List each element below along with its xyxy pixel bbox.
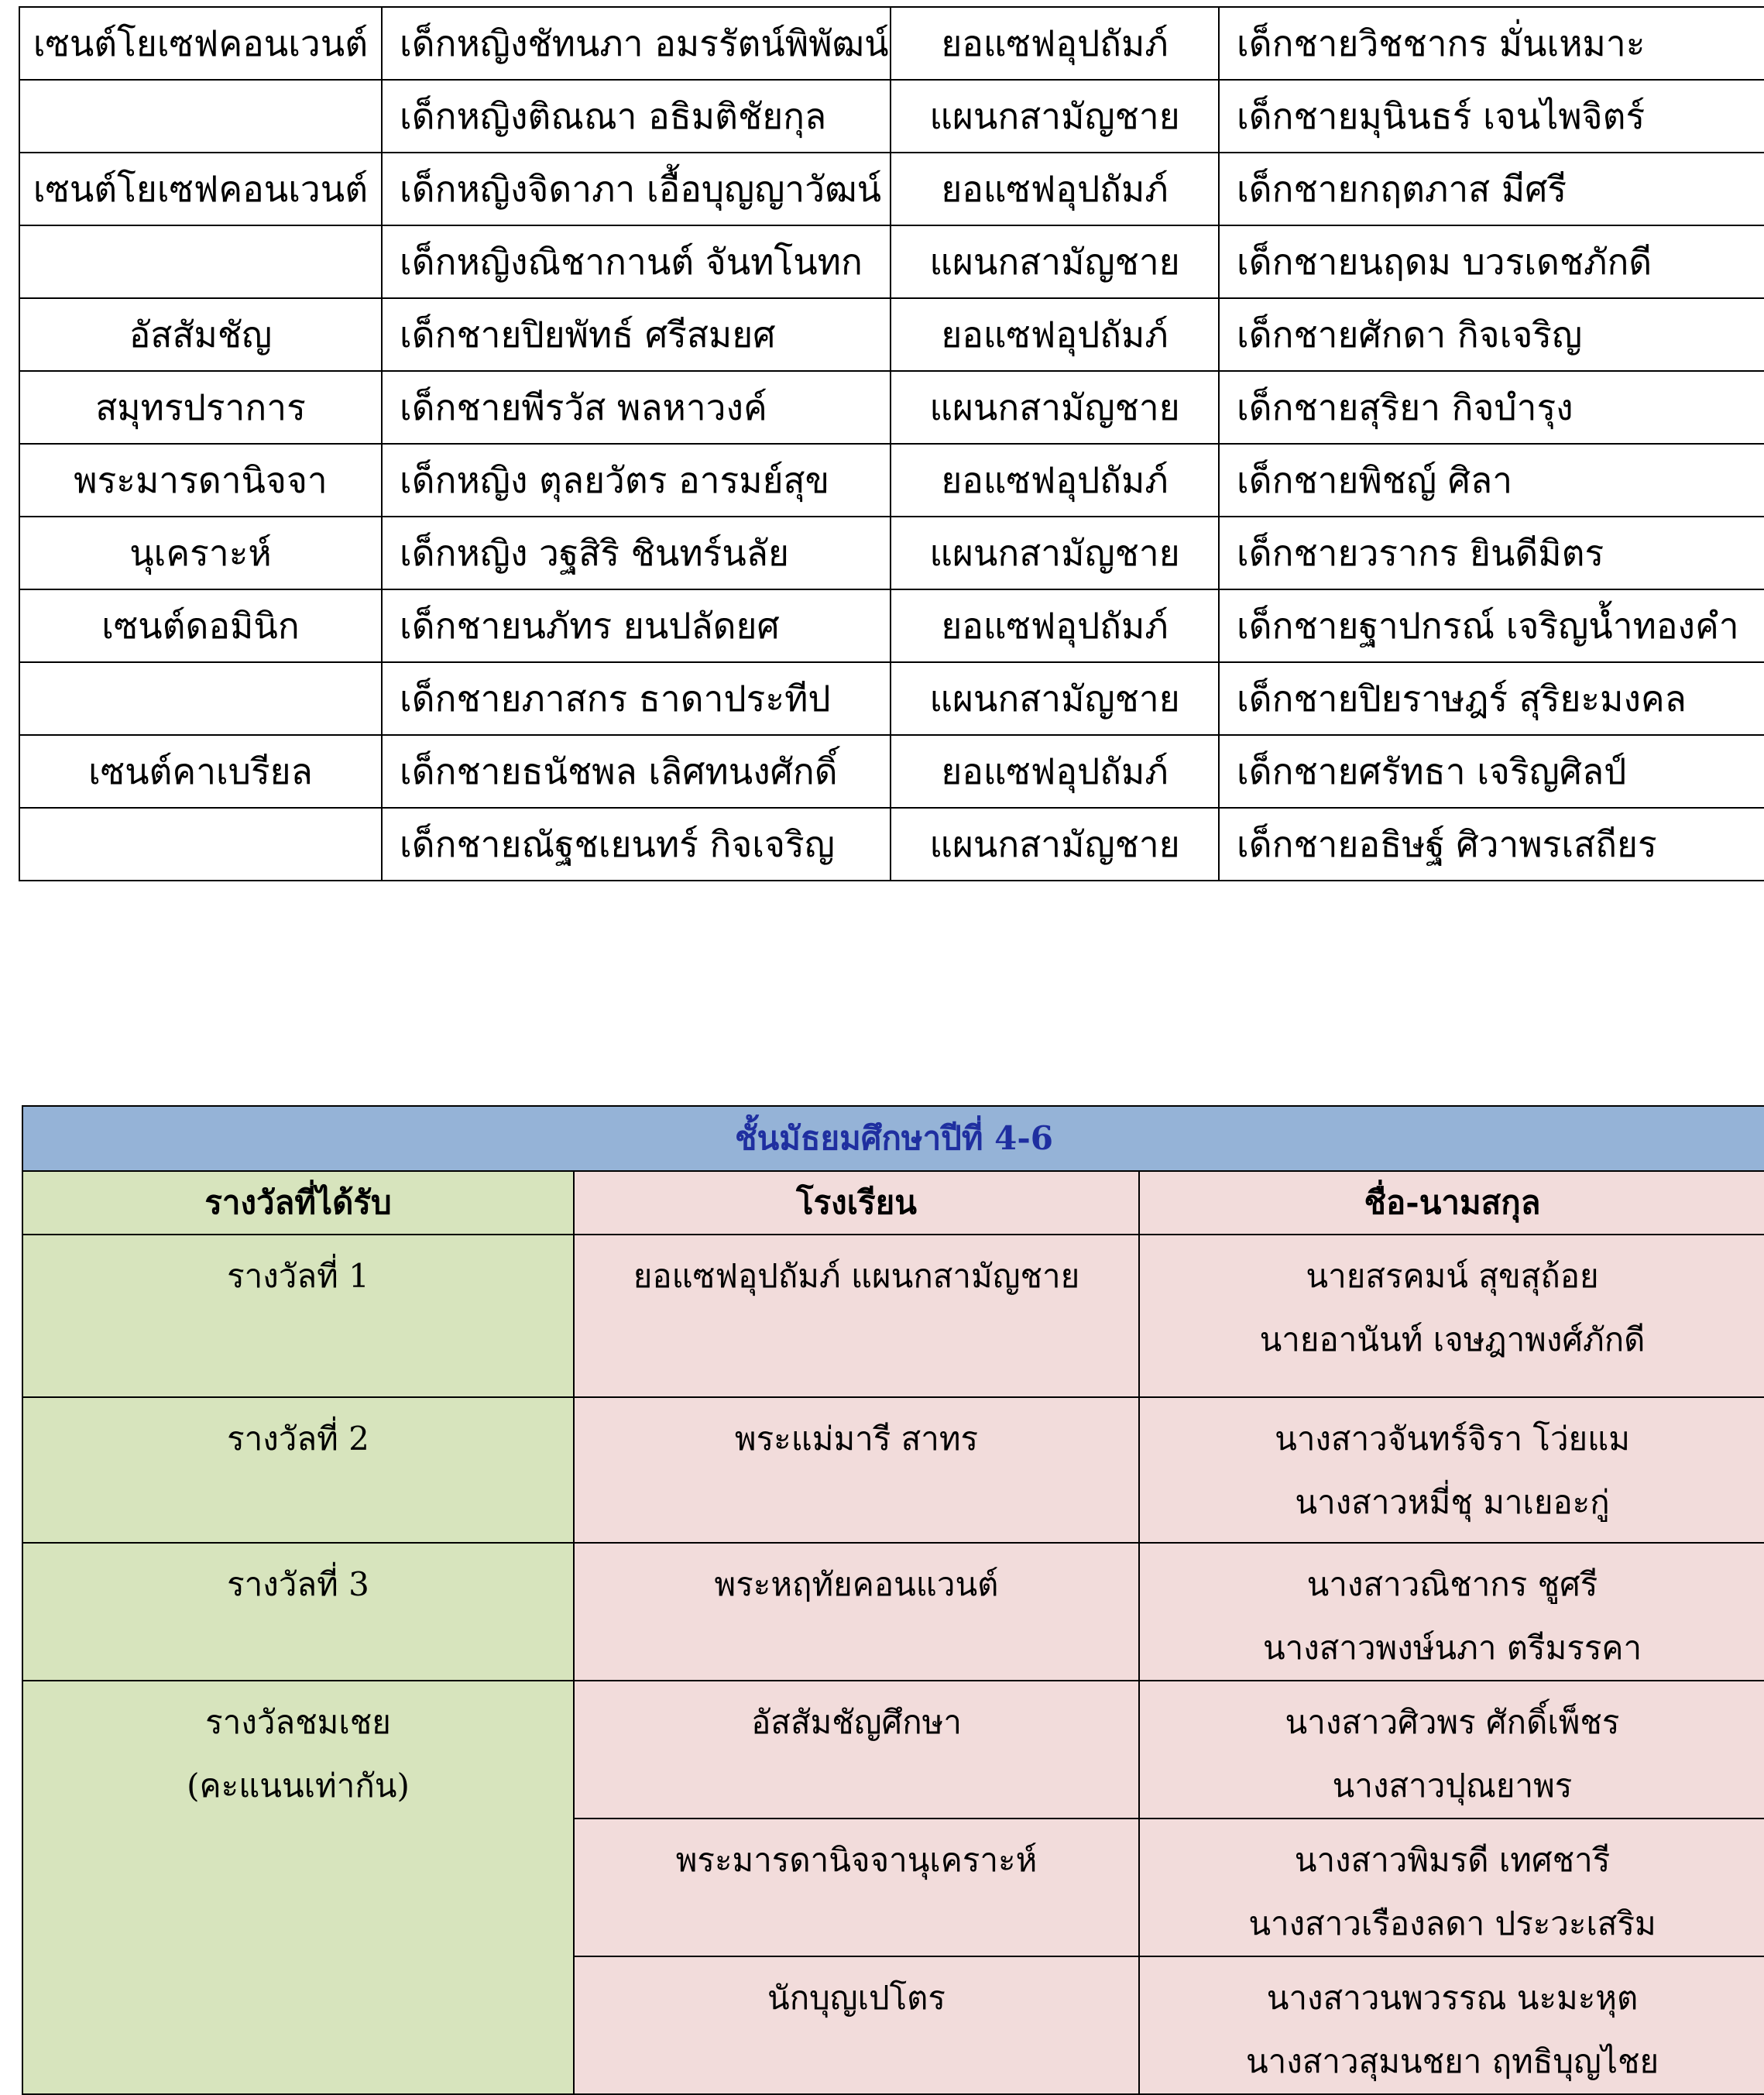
table-row (22, 1681, 1764, 1819)
school-cell: ยอแซฟอุปถัมภ์ (891, 589, 1219, 662)
table-row (22, 1543, 1764, 1681)
table-row (19, 808, 1764, 881)
school-cell (574, 1956, 1139, 2094)
school-cell: เซนต์คาเบรียล (19, 735, 382, 808)
student-name: เด็กหญิงชัทนภา อมรรัตน์พิพัฒน์ (382, 7, 891, 80)
student-name: นางสาวพิมรดี เทศชารี (1294, 1841, 1611, 1879)
names-cell (1139, 1543, 1764, 1681)
table-row (19, 444, 1764, 517)
school-cell (574, 1681, 1139, 1819)
school-cell: แผนกสามัญชาย (891, 662, 1219, 735)
names-cell (1139, 1819, 1764, 1956)
student-name: เด็กชายวิชชากร มั่นเหมาะ (1219, 7, 1764, 80)
empty-cell (19, 80, 382, 153)
school-cell: แผนกสามัญชาย (891, 225, 1219, 298)
student-name: เด็กชายศรัทธา เจริญศิลป์ (1219, 735, 1764, 808)
student-name: นางสาวหมี่ชุ มาเยอะกู่ (1295, 1483, 1610, 1521)
award-cell (22, 1397, 574, 1543)
student-name: นางสาวพงษ์นภา ตรีมรรคา (1262, 1629, 1642, 1667)
student-name: เด็กชายภาสกร ธาดาประทีป (382, 662, 891, 735)
table-row (19, 153, 1764, 225)
empty-cell (19, 662, 382, 735)
award-label: รางวัลชมเชย (205, 1703, 391, 1741)
names-cell (1139, 1956, 1764, 2094)
header-school: โรงเรียน (574, 1171, 1139, 1235)
student-name: เด็กชายกฤตภาส มีศรี (1219, 153, 1764, 225)
school-cell: แผนกสามัญชาย (891, 80, 1219, 153)
school-cell: เซนต์ดอมินิก (19, 589, 382, 662)
names-cell (1139, 1397, 1764, 1543)
student-name: นางสาวจันทร์จิรา โว่ยแม (1275, 1420, 1630, 1458)
school-cell: ยอแซฟอุปถัมภ์ (891, 7, 1219, 80)
student-name: นายสรคมน์ สุขสุถ้อย (1306, 1257, 1599, 1295)
table-row (19, 225, 1764, 298)
table-title: ชั้นมัธยมศึกษาปีที่ 4-6 (22, 1106, 1764, 1171)
student-name: เด็กชายฐาปกรณ์ เจริญน้ำทองคำ (1219, 589, 1764, 662)
table-row (19, 7, 1764, 80)
school-cell (574, 1235, 1139, 1397)
awards-table (22, 1105, 1764, 2095)
student-name: เด็กชายอธิษฐ์ ศิวาพรเสถียร (1219, 808, 1764, 881)
school-cell: ยอแซฟอุปถัมภ์ (891, 735, 1219, 808)
school-cell: แผนกสามัญชาย (891, 808, 1219, 881)
school-cell: เซนต์โยเซฟคอนเวนต์ (19, 153, 382, 225)
student-name: เด็กหญิงติณณา อธิมติชัยกุล (382, 80, 891, 153)
student-name: นางสาวศิวพร ศักดิ์เพ็ชร (1285, 1703, 1620, 1741)
table-row (19, 589, 1764, 662)
award-cell (22, 1543, 574, 1681)
names-cell (1139, 1681, 1764, 1819)
student-name: นางสาวนพวรรณ นะมะหุต (1266, 1979, 1639, 2017)
school-label: พระหฤทัยคอนแวนต์ (714, 1565, 999, 1603)
table-row (19, 298, 1764, 371)
student-name: เด็กชายพิชญ์ ศิลา (1219, 444, 1764, 517)
school-label: พระมารดานิจจานุเคราะห์ (675, 1841, 1038, 1879)
student-name: เด็กชายณัฐชเยนทร์ กิจเจริญ (382, 808, 891, 881)
school-cell (574, 1397, 1139, 1543)
student-name: เด็กหญิงณิชากานต์ จันทโนทก (382, 225, 891, 298)
school-label: พระแม่มารี สาทร (734, 1420, 979, 1458)
student-name: เด็กหญิงจิดาภา เอื้อบุญญาวัฒน์ (382, 153, 891, 225)
student-name: เด็กชายวรากร ยินดีมิตร (1219, 517, 1764, 589)
school-cell: นุเคราะห์ (19, 517, 382, 589)
school-cell: เซนต์โยเซฟคอนเวนต์ (19, 7, 382, 80)
empty-cell (19, 808, 382, 881)
participants-table (19, 6, 1764, 881)
student-name: เด็กชายปิยราษฎร์ สุริยะมงคล (1219, 662, 1764, 735)
student-name: เด็กชายนฤดม บวรเดชภักดี (1219, 225, 1764, 298)
student-name: เด็กชายนภัทร ยนปลัดยศ (382, 589, 891, 662)
student-name: นางสาวณิชากร ชูศรี (1306, 1565, 1598, 1603)
school-cell: แผนกสามัญชาย (891, 371, 1219, 444)
award-cell (22, 1235, 574, 1397)
student-name: เด็กชายธนัชพล เลิศทนงศักดิ์ (382, 735, 891, 808)
school-cell: ยอแซฟอุปถัมภ์ (891, 444, 1219, 517)
school-cell: แผนกสามัญชาย (891, 517, 1219, 589)
table-row (19, 735, 1764, 808)
names-cell (1139, 1235, 1764, 1397)
student-name: นายอานันท์ เจษฎาพงศ์ภักดี (1259, 1321, 1646, 1358)
student-name: เด็กหญิง วฐสิริ ชินทร์นลัย (382, 517, 891, 589)
header-row (22, 1171, 1764, 1235)
student-name: นางสาวเรืองลดา ประวะเสริม (1248, 1904, 1656, 1942)
table-row (19, 517, 1764, 589)
school-cell: พระมารดานิจจา (19, 444, 382, 517)
school-cell: สมุทรปราการ (19, 371, 382, 444)
student-name: เด็กชายพีรวัส พลหาวงค์ (382, 371, 891, 444)
school-cell (574, 1543, 1139, 1681)
school-label: ยอแซฟอุปถัมภ์ แผนกสามัญชาย (633, 1257, 1080, 1295)
award-note: (คะแนนเท่ากัน) (187, 1767, 410, 1805)
school-cell: ยอแซฟอุปถัมภ์ (891, 153, 1219, 225)
student-name: เด็กชายปิยพัทธ์ ศรีสมยศ (382, 298, 891, 371)
table-row (19, 80, 1764, 153)
student-name: เด็กชายศักดา กิจเจริญ (1219, 298, 1764, 371)
award-label: รางวัลที่ 2 (227, 1420, 369, 1458)
school-cell: อัสสัมชัญ (19, 298, 382, 371)
empty-cell (19, 225, 382, 298)
school-cell (574, 1819, 1139, 1956)
table-row (19, 371, 1764, 444)
school-label: อัสสัมชัญศึกษา (751, 1703, 962, 1741)
school-cell: ยอแซฟอุปถัมภ์ (891, 298, 1219, 371)
student-name: เด็กชายมุนินธร์ เจนไพจิตร์ (1219, 80, 1764, 153)
table-title-row (22, 1106, 1764, 1171)
student-name: นางสาวปุณยาพร (1332, 1767, 1573, 1805)
header-award: รางวัลที่ได้รับ (22, 1171, 574, 1235)
student-name: เด็กหญิง ตุลยวัตร อารมย์สุข (382, 444, 891, 517)
table-row (22, 1397, 1764, 1543)
award-label: รางวัลที่ 3 (227, 1565, 369, 1603)
award-cell (22, 1681, 574, 2094)
student-name: นางสาวสุมนชยา ฤทธิบุญไชย (1245, 2042, 1659, 2080)
header-name: ชื่อ-นามสกุล (1139, 1171, 1764, 1235)
table-row (22, 1235, 1764, 1397)
award-label: รางวัลที่ 1 (227, 1257, 369, 1295)
school-label: นักบุญเปโตร (767, 1979, 945, 2017)
table-row (19, 662, 1764, 735)
student-name: เด็กชายสุริยา กิจบำรุง (1219, 371, 1764, 444)
